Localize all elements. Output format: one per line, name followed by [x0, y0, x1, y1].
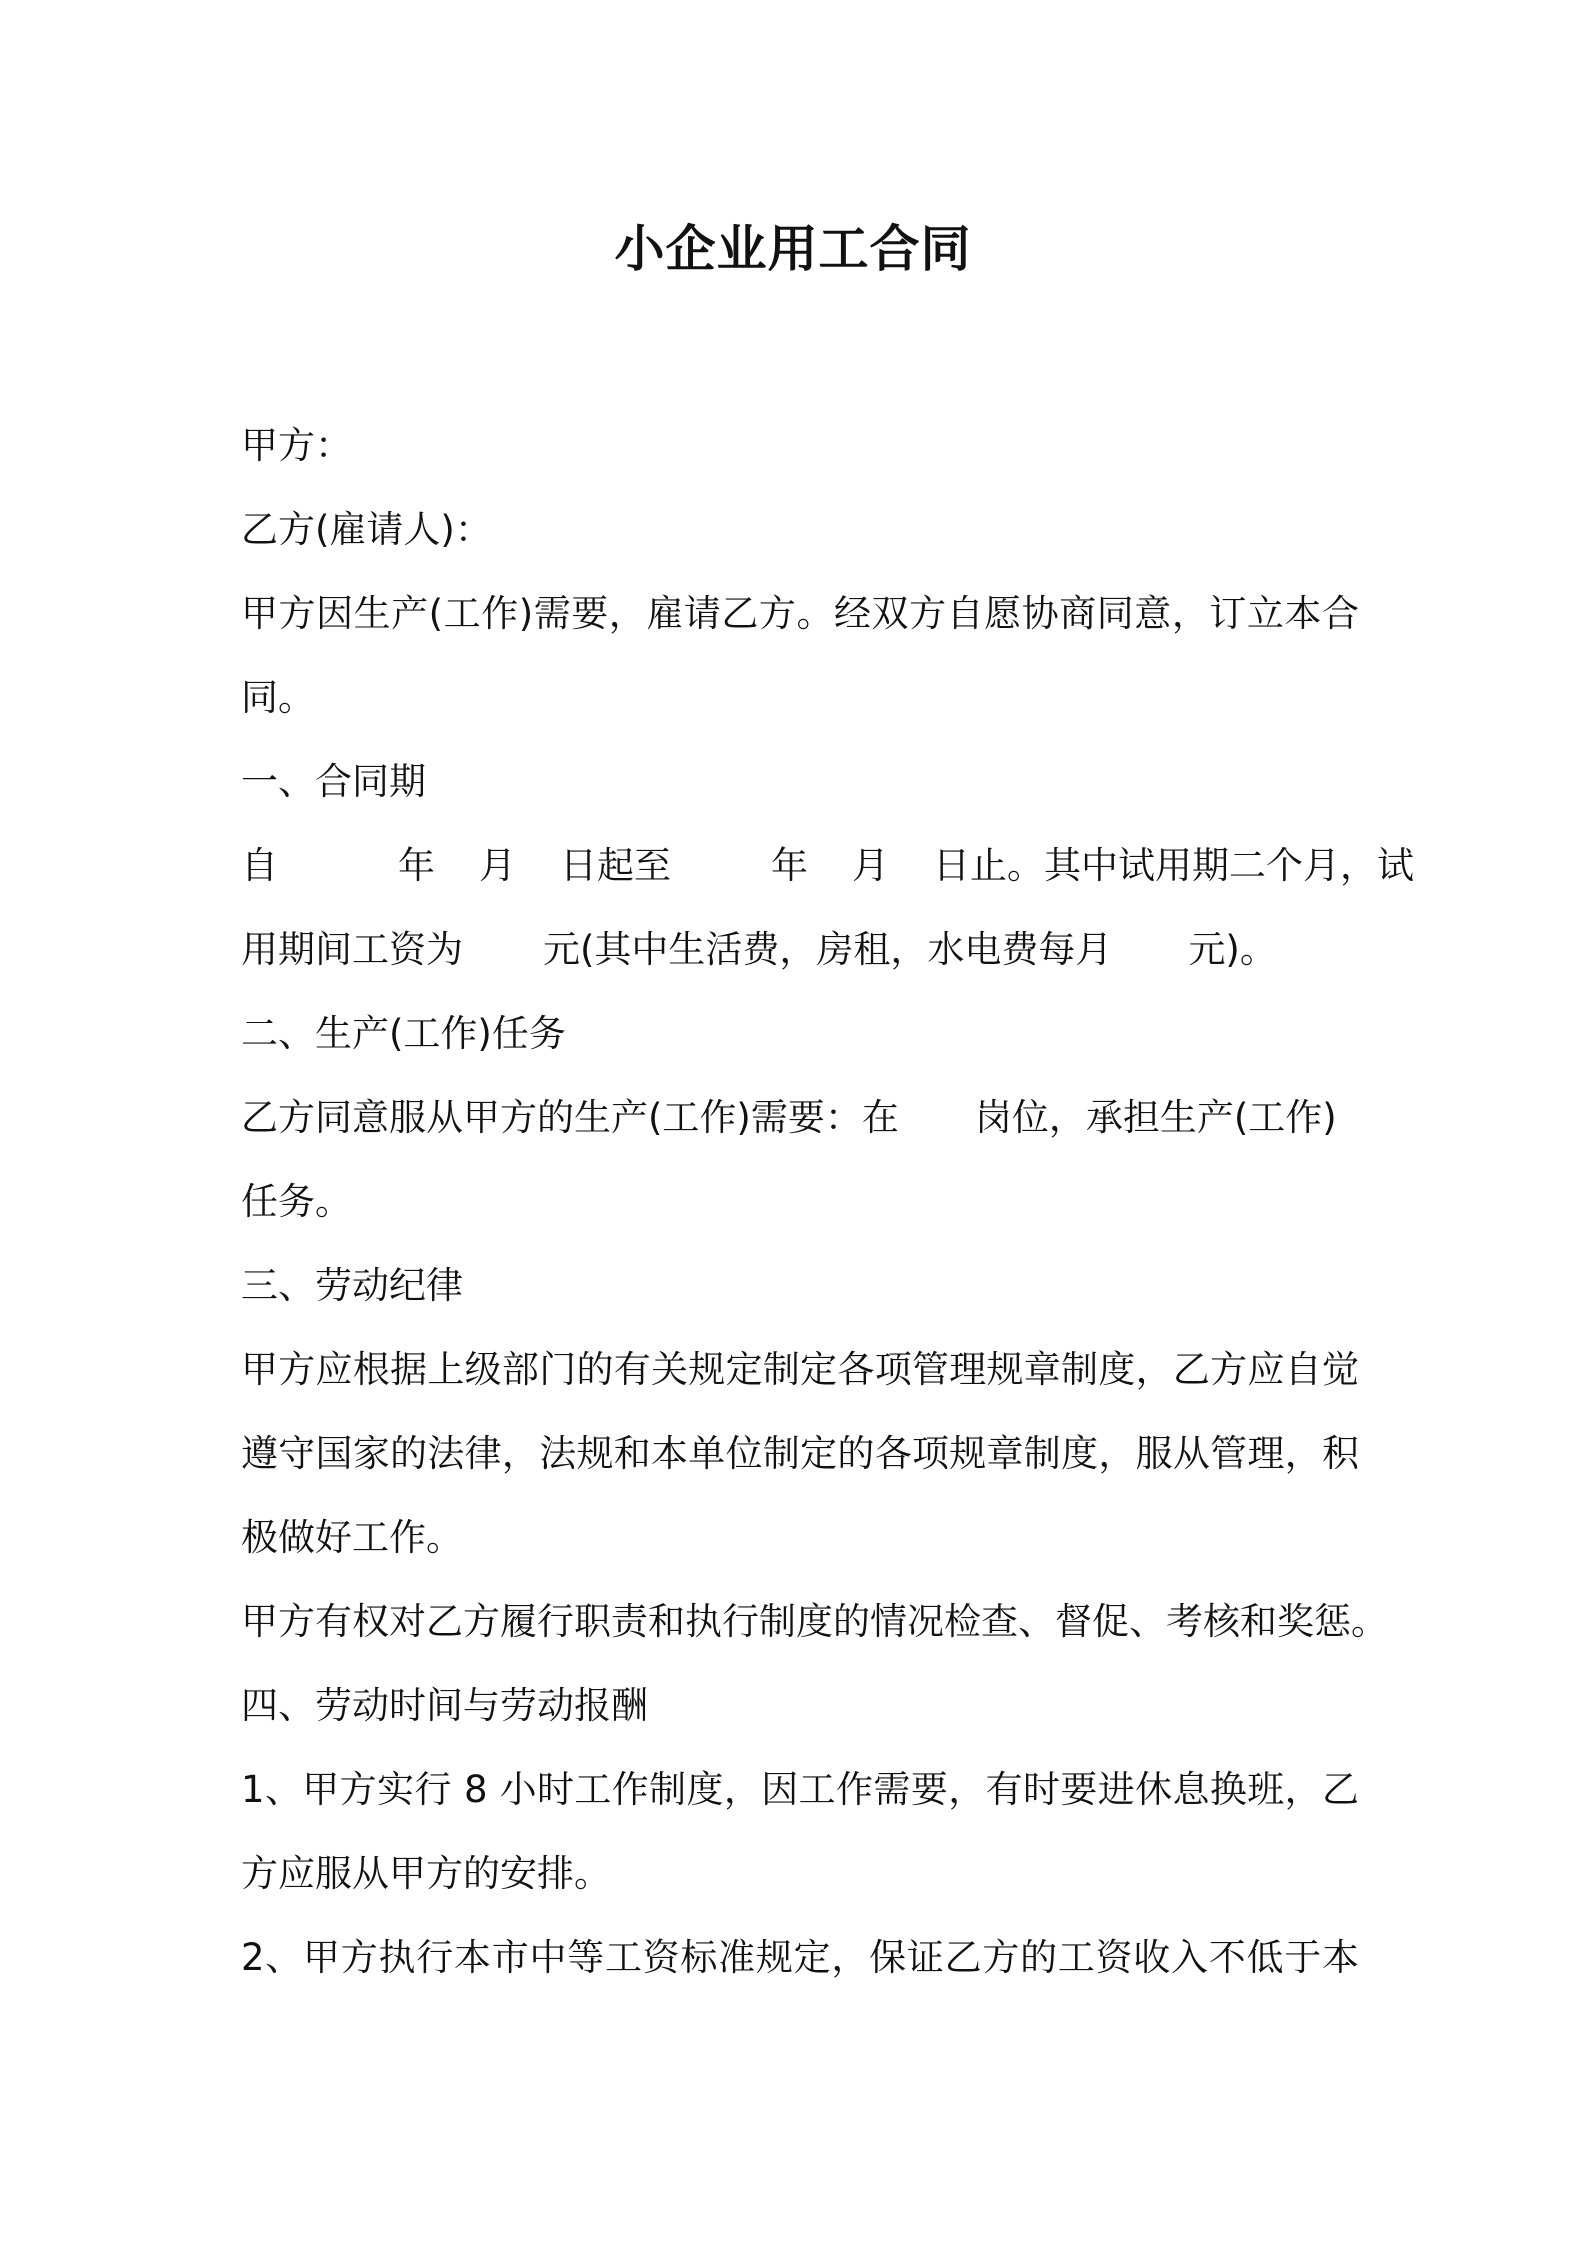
task-line-2: 任务。: [241, 1180, 352, 1223]
work-hours-line-1: 1、甲方实行 8 小时工作制度，因工作需要，有时要进休息换班，乙: [241, 1768, 1359, 1811]
party-a-line: 甲方：: [241, 424, 352, 467]
period-text: 月: [479, 844, 516, 887]
document-title: 小企业用工合同: [614, 220, 972, 278]
period-text: 年: [398, 844, 435, 887]
task-text: 岗位，承担生产(工作): [974, 1096, 1337, 1139]
intro-line-2: 同。: [241, 676, 315, 719]
discipline-line-2: 遵守国家的法律，法规和本单位制定的各项规章制度，服从管理，积: [241, 1432, 1359, 1475]
task-line-1: [241, 1076, 1359, 1160]
discipline-line-4: 甲方有权对乙方履行职责和执行制度的情况检查、督促、考核和奖惩。: [241, 1600, 1388, 1643]
intro-line-1: 甲方因生产(工作)需要，雇请乙方。经双方自愿协商同意，订立本合: [241, 592, 1359, 635]
salary-text: 用期间工资为: [241, 928, 463, 971]
section-1-heading: 一、合同期: [241, 760, 426, 803]
period-text: 日起至: [560, 844, 671, 887]
period-text: 自: [241, 844, 278, 887]
document-body: [241, 404, 1414, 2000]
discipline-line-3: 极做好工作。: [241, 1516, 463, 1559]
period-text: 日止。其中试用期二个月，试: [933, 844, 1414, 887]
salary-text: 元)。: [1188, 928, 1277, 971]
task-text: 乙方同意服从甲方的生产(工作)需要：在: [241, 1096, 899, 1139]
contract-period-line: [241, 824, 1414, 908]
section-2-heading: 二、生产(工作)任务: [241, 1012, 566, 1055]
party-b-line: 乙方(雇请人)：: [241, 508, 492, 551]
discipline-line-1: 甲方应根据上级部门的有关规定制定各项管理规章制度，乙方应自觉: [241, 1348, 1359, 1391]
section-4-heading: 四、劳动时间与劳动报酬: [241, 1684, 648, 1727]
period-text: 年: [771, 844, 808, 887]
salary-text: 元(其中生活费，房租，水电费每月: [543, 928, 1113, 971]
work-hours-line-2: 方应服从甲方的安排。: [241, 1852, 611, 1895]
wage-line-1: 2、甲方执行本市中等工资标准规定，保证乙方的工资收入不低于本: [241, 1936, 1359, 1979]
section-3-heading: 三、劳动纪律: [241, 1264, 463, 1307]
probation-salary-line: [241, 908, 1359, 992]
period-text: 月: [852, 844, 889, 887]
